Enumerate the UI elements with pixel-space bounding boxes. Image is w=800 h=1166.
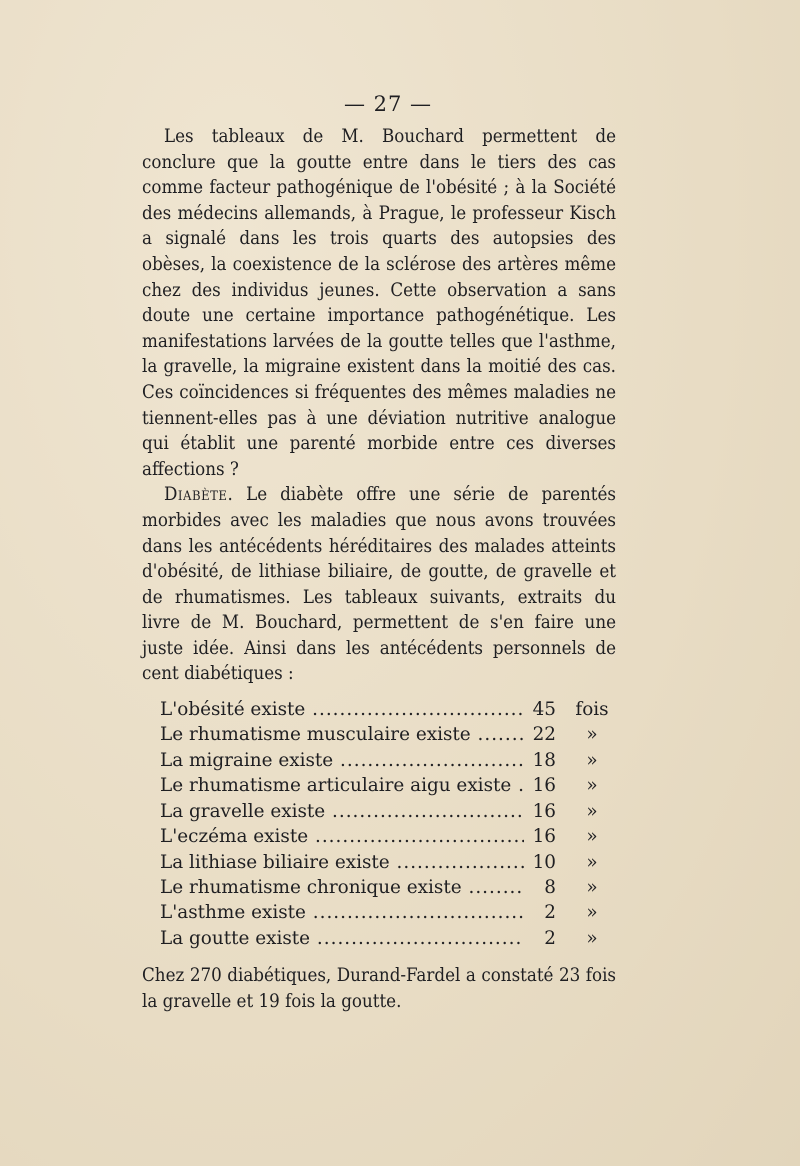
- stat-unit: »: [586, 724, 598, 746]
- stat-label: L'obésité existe .....: [160, 697, 524, 722]
- stat-value: 10: [532, 851, 556, 873]
- stat-row: [160, 697, 620, 722]
- stat-value: 2: [544, 927, 556, 949]
- stat-value: 45: [532, 699, 556, 721]
- stat-label: L'eczéma existe .....: [160, 824, 524, 849]
- diabete-text: Le diabète offre une série de parentés morbides avec les maladies que nous avons trouvées dans les antécédents héréditaires des malades atteints d'obésité, de lithiase biliaire, de goutte, de gravelle et de rhumatismes. Les tableaux suivants, extraits du livre de M. Bouchard, permettent de s'en faire une juste idée. Ainsi dans les antécédents personnels de cent diabétiques :: [142, 484, 616, 685]
- stat-label: Le rhumatisme chronique existe .....: [160, 875, 524, 900]
- stat-unit: »: [586, 826, 598, 848]
- paragraph-diabete: [142, 482, 616, 687]
- page: [142, 92, 616, 1014]
- stat-value: 16: [532, 800, 556, 822]
- stat-row: [160, 850, 620, 875]
- stat-row: [160, 824, 620, 849]
- stat-value: 18: [532, 749, 556, 771]
- stat-row: [160, 748, 620, 773]
- stat-value: 8: [544, 876, 556, 898]
- stat-unit: »: [586, 749, 598, 771]
- stat-label: Le rhumatisme musculaire existe .....: [160, 722, 524, 747]
- stat-row: [160, 875, 620, 900]
- stat-label: Le rhumatisme articulaire aigu existe .....: [160, 773, 524, 798]
- stat-value: 22: [532, 724, 556, 746]
- stat-value: 2: [544, 902, 556, 924]
- page-number: — 27 —: [343, 92, 433, 116]
- stat-unit: »: [586, 876, 598, 898]
- stat-row: [160, 900, 620, 925]
- stat-unit: »: [586, 902, 598, 924]
- stat-row: [160, 799, 620, 824]
- stat-label: La migraine existe .....: [160, 748, 524, 773]
- paragraph-closing: Chez 270 diabétiques, Durand-Fardel a constaté 23 fois la gravelle et 19 fois la goutte.: [142, 965, 616, 1012]
- stat-row: [160, 773, 620, 798]
- stat-unit: »: [586, 775, 598, 797]
- paragraph-bouchard: Les tableaux de M. Bouchard permettent de conclure que la goutte entre dans le tiers des cas comme facteur pathogénique de l'obésité ; à la Société des médecins allemands, à Prague, le professeur Kisch a signalé dans les trois quarts des autopsies des obèses, la coexistence de la sclérose des artères même chez des individus jeunes. Cette observation a sans doute une certaine importance pathogénétique. Les manifestations larvées de la goutte telles que l'asthme, la gravelle, la migraine existent dans la moitié des cas. Ces coïncidences si fréquentes des mêmes maladies ne tiennent-elles pas à une déviation nutritive analogue qui établit une parenté morbide entre ces diverses affections ?: [142, 126, 616, 480]
- stat-unit: fois: [575, 699, 609, 721]
- stat-row: [160, 722, 620, 747]
- stat-value: 16: [532, 826, 556, 848]
- stats-list: [160, 697, 620, 951]
- stat-label: L'asthme existe .....: [160, 900, 524, 925]
- stat-label: La goutte existe .....: [160, 926, 524, 951]
- stat-unit: »: [586, 851, 598, 873]
- stat-unit: »: [586, 927, 598, 949]
- diabete-heading: Diabète.: [164, 484, 234, 506]
- stat-row: [160, 926, 620, 951]
- stat-label: La gravelle existe .....: [160, 799, 524, 824]
- stat-unit: »: [586, 800, 598, 822]
- stat-label: La lithiase biliaire existe .....: [160, 850, 524, 875]
- stat-value: 16: [532, 775, 556, 797]
